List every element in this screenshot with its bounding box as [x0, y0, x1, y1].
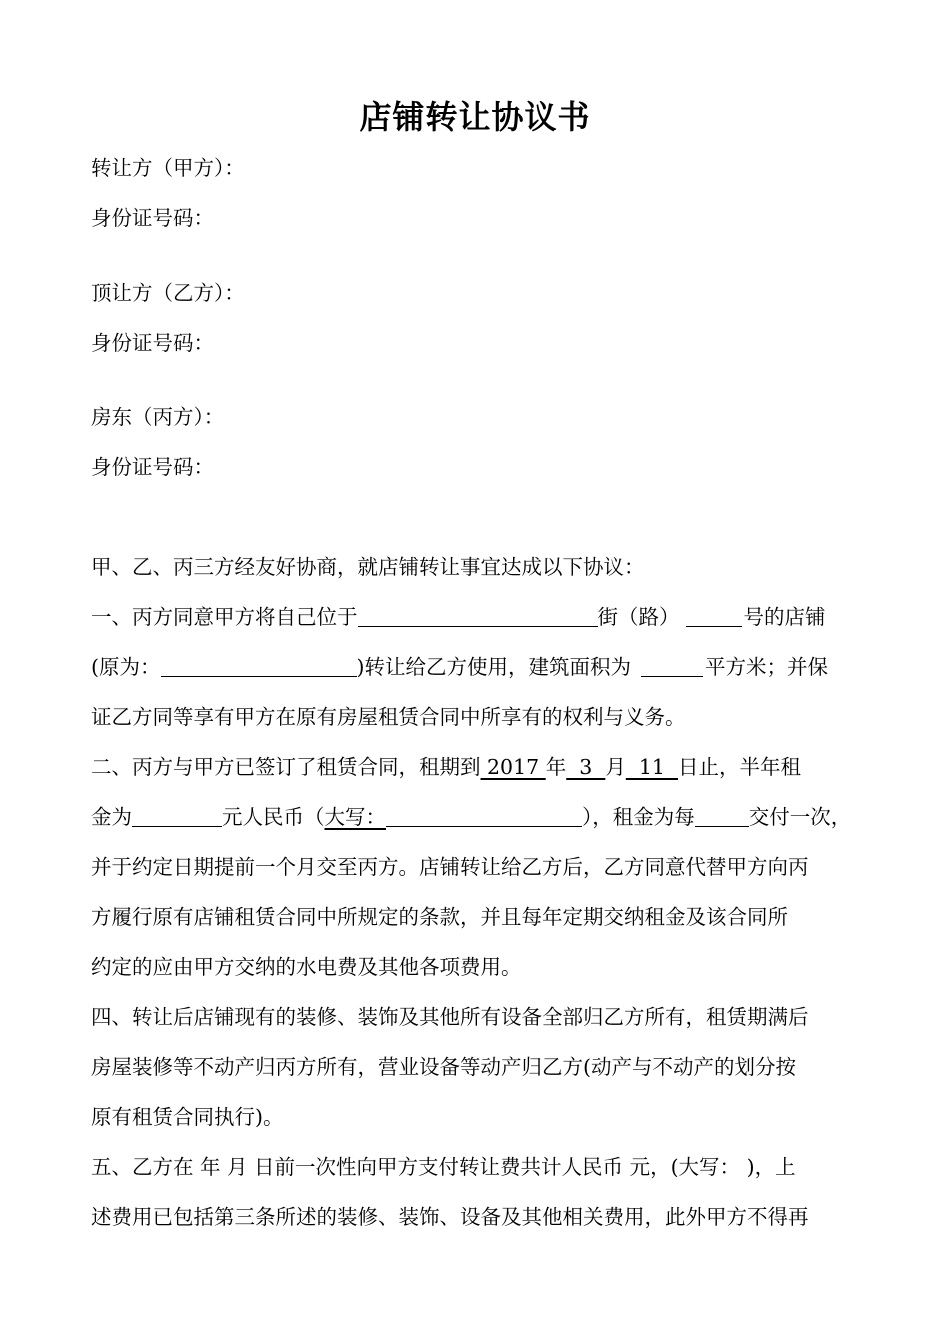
clause4-line2: 房屋装修等不动产归丙方所有，营业设备等动产归乙方(动产与不动产的划分按 [91, 1055, 796, 1079]
rent-amount-blank [132, 804, 222, 827]
rent-daxie-label: 大写： [324, 805, 386, 829]
clause2-line5: 约定的应由甲方交纳的水电费及其他各项费用。 [91, 955, 522, 979]
clause2-line1 [91, 742, 861, 792]
clause2-line2 [91, 792, 861, 842]
clause5-line2: 述费用已包括第三条所述的装修、装饰、设备及其他相关费用，此外甲方不得再 [91, 1205, 809, 1229]
transferee-id-label: 身份证号码： [91, 331, 214, 355]
lease-year: 2017 [480, 755, 546, 779]
lease-month: 3 [566, 755, 606, 779]
intro-paragraph: 甲、乙、丙三方经友好协商，就店铺转让事宜达成以下协议： [91, 555, 645, 579]
clause2-text: ），租金为每 [582, 805, 695, 829]
clause1-text: 号的店铺 [743, 605, 826, 629]
document-title: 店铺转让协议书 [359, 98, 591, 136]
landlord-label: 房东（丙方）： [91, 405, 225, 429]
clause4-line1: 四、转让后店铺现有的装修、装饰及其他所有设备全部归乙方所有，租赁期满后 [91, 1005, 809, 1029]
clause1-line2 [91, 642, 861, 692]
clause1-line3: 证乙方同等享有甲方在原有房屋租赁合同中所享有的权利与义务。 [91, 705, 686, 729]
clause1-text: 一、丙方同意甲方将自己位于 [91, 605, 358, 629]
transferor-id-label: 身份证号码： [91, 206, 214, 230]
transferor-label: 转让方（甲方）： [91, 156, 245, 180]
street-blank [358, 604, 598, 627]
year-unit: 年 [545, 755, 567, 779]
clause4-line3: 原有租赁合同执行)。 [91, 1105, 284, 1129]
area-blank [641, 654, 703, 677]
lease-day: 11 [625, 755, 678, 779]
clause5-line1: 五、乙方在 年 月 日前一次性向甲方支付转让费共计人民币 元，(大写： )，上 [91, 1155, 796, 1179]
number-blank [686, 604, 742, 627]
original-name-blank [161, 654, 357, 677]
clause2-line3: 并于约定日期提前一个月交至丙方。店铺转让给乙方后，乙方同意代替甲方向丙 [91, 855, 809, 879]
payment-period-blank [695, 804, 749, 827]
clause2-text: 交付一次， [748, 805, 852, 829]
landlord-id-label: 身份证号码： [91, 455, 214, 479]
clause1-text: 平方米；并保 [705, 655, 828, 679]
clause2-text: 日止，半年租 [677, 755, 801, 779]
clause1-text: 街（路） [597, 605, 680, 629]
clause2-text: 二、丙方与甲方已签订了租赁合同，租期到 [91, 755, 481, 779]
clause1-text: )转让给乙方使用，建筑面积为 [356, 655, 631, 679]
clause2-line4: 方履行原有店铺租赁合同中所规定的条款，并且每年定期交纳租金及该合同所 [91, 905, 788, 929]
rent-daxie-blank [386, 804, 582, 827]
clause1-line1 [91, 592, 861, 642]
month-unit: 月 [605, 755, 626, 779]
clause2-text: 元人民币（ [222, 805, 325, 829]
clause1-text: (原为： [91, 655, 161, 679]
transferee-label: 顶让方（乙方）： [91, 281, 245, 305]
clause2-text: 金为 [91, 805, 132, 829]
